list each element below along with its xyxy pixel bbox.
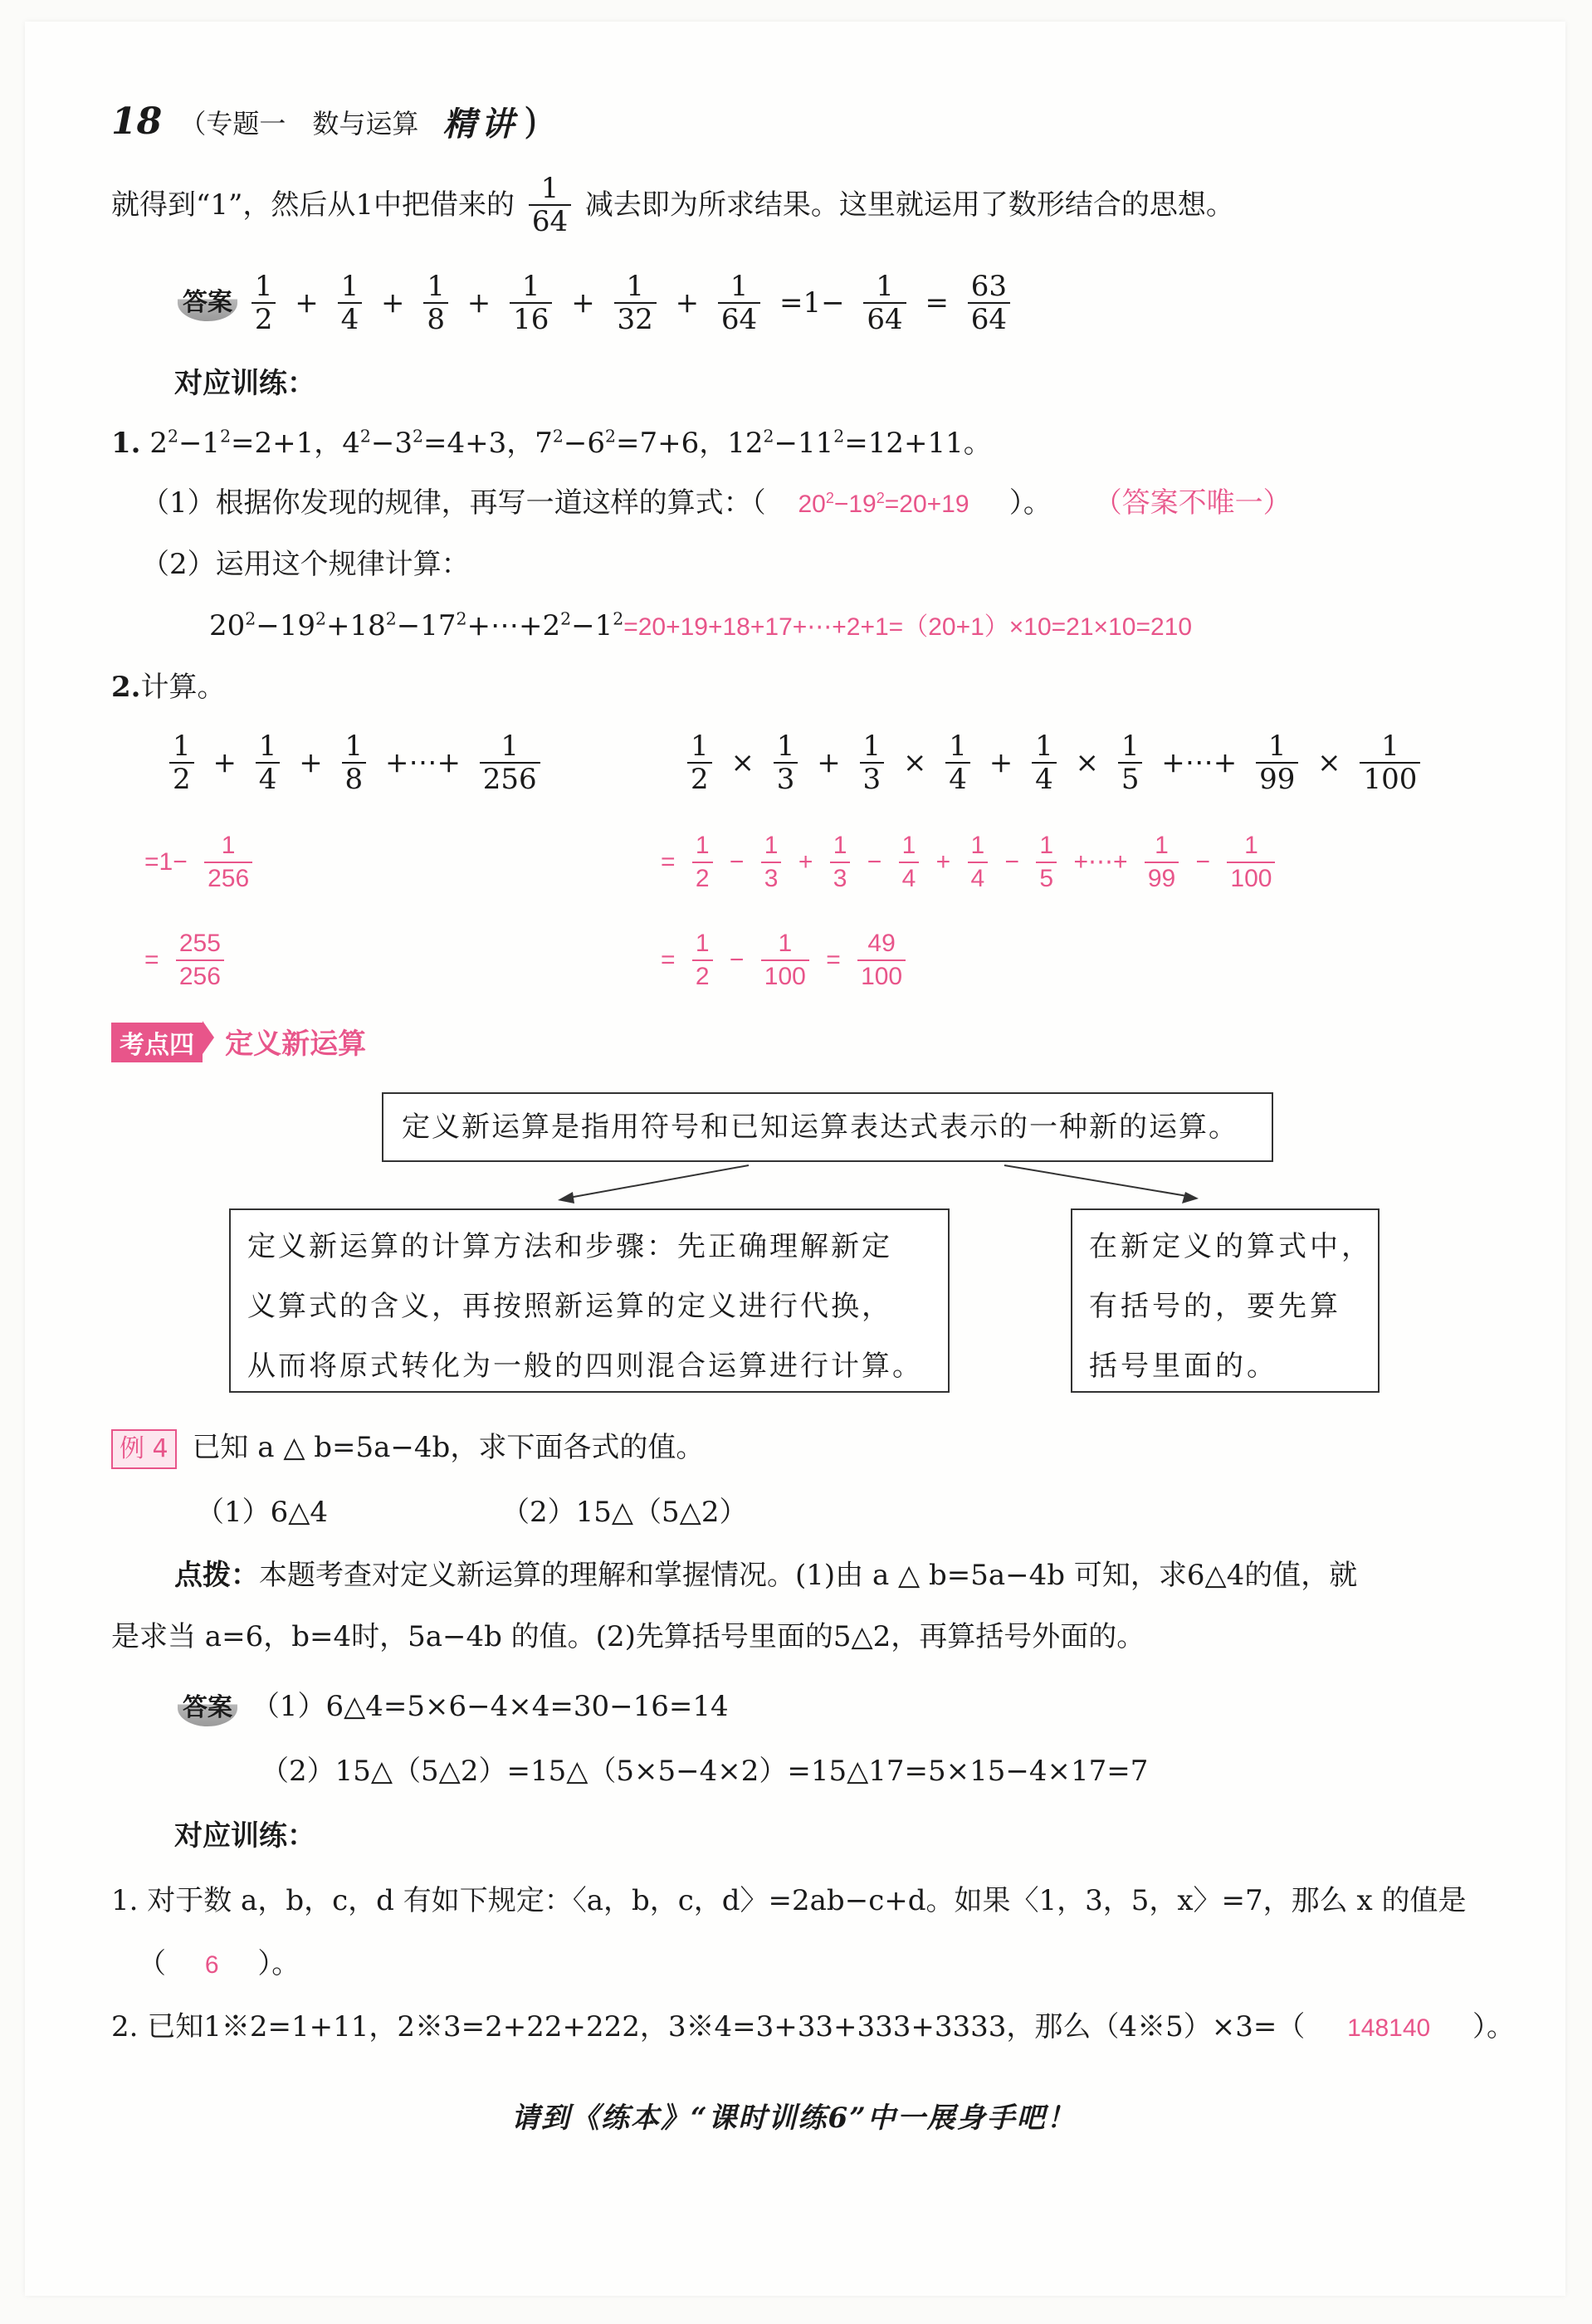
logo-text: 精讲 (442, 105, 520, 144)
page-number: 18 (111, 100, 163, 143)
sub1-note: （答案不唯一） (1093, 486, 1292, 520)
q2-right-step2: = $\frac{1}{2}$ − $\frac{1}{100}$ = $\frac{49}{100}$ (656, 928, 911, 993)
diagram-top-box: 定义新运算是指用符号和已知运算表达式表示的一种新的运算。 (382, 1092, 1273, 1162)
q2-answer: 148140 (1347, 2014, 1431, 2042)
intro-line: 就得到“1”，然后从1中把借来的 $\frac{1}{64}$ 减去即为所求结果。这里就运用了数形结合的思想。 (111, 172, 1234, 238)
kaodian-tag: 考点四 (111, 1023, 203, 1062)
training-2-q2: 2. 已知1※2=1+11，2※3=2+22+222，3※4=3+33+333+3333，那么（4※5）×3=（ 148140 ）。 (111, 2010, 1516, 2043)
arrow-left-head-icon (558, 1192, 574, 1204)
training-2-title: 对应训练： (174, 1819, 315, 1853)
answer-1: 答案 $\frac{1}{2}$ + $\frac{1}{4}$ + $\frac{1}{8}$ + $\frac{1}{16}$ + $\frac{1}{32}$ + $\frac{1}{64}$ =1− $\frac{1}{64}$ = $\frac{63}{64}$ (178, 271, 1015, 335)
training-1-q1-stem: 1. $2^2-1^2=2+1$，$4^2-3^2=4+3$，$7^2-6^2=7+6$，$12^2-11^2=12+11$。 (111, 426, 992, 460)
example-4-answer-2: （2）15△（5△2）=15△（5×5−4×2）=15△17=5×15−4×17=7 (261, 1755, 1149, 1788)
arrow-right-head-icon (1182, 1192, 1199, 1204)
example-4-stem: 例 4 已知 a △ b=5a−4b，求下面各式的值。 (111, 1429, 704, 1469)
training-1-q1-sub2-expr: $20^2-19^2+18^2-17^2+\cdots+2^2-1^2=20+19+18+17+\cdots+2+1=(20+1)\times 10=21\times 10=210$ (209, 608, 1193, 642)
q1-answer: 6 (204, 1951, 219, 1979)
diagram-left-box: 定义新运算的计算方法和步骤：先正确理解新定 义算式的含义，再按照新运算的定义进行代换， 从而将原式转化为一般的四则混合运算进行计算。 (229, 1208, 950, 1393)
training-2-q1-blank: （ 6 ）。 (138, 1947, 300, 1980)
arrow-right-line (1004, 1165, 1192, 1197)
answer-tag: 答案 (178, 285, 237, 321)
q2-left-expr: $\frac{1}{2}$ + $\frac{1}{4}$ + $\frac{1}{8}$ +⋯+ $\frac{1}{256}$ (164, 730, 545, 795)
q2-right-expr: $\frac{1}{2}$ × $\frac{1}{3}$ + $\frac{1}{3}$ × $\frac{1}{4}$ + $\frac{1}{4}$ × $\frac{1}{5}$ +⋯+ $\frac{1}{99}$ × $\frac{1}{100}$ (682, 730, 1425, 795)
diagram-right-box: 在新定义的算式中， 有括号的，要先算 括号里面的。 (1071, 1208, 1380, 1393)
training-1-q2-label: 2.计算。 (111, 671, 226, 704)
footer-note: 请到《练本》“课时训练6”中一展身手吧！ (511, 2102, 1077, 2135)
sub1-answer: $20^2-19^2=20+19$ (798, 490, 969, 518)
sub2-answer: =20+19+18+17+⋯+2+1=（20+1）×10=21×10=210 (623, 613, 1193, 641)
training-2-q1: 1. 对于数 a，b，c，d 有如下规定：〈a，b，c，d〉=2ab−c+d。如果〈1，3，5，x〉=7，那么 x 的值是 (111, 1884, 1467, 1917)
logo-bracket-icon: ) (523, 100, 538, 143)
kaodian-heading (111, 1021, 366, 1062)
intro-fraction: $\frac{1}{64}$ (529, 173, 571, 237)
arrow-left-line (564, 1165, 749, 1199)
page-header (111, 98, 538, 148)
example-4-answer-1: 答案 （1）6△4=5×6−4×4=30−16=14 (178, 1688, 729, 1726)
section-title: （专题一 数与运算 (179, 107, 419, 139)
training-1-title: 对应训练： (174, 367, 315, 400)
q2-left-step1: =1− $\frac{1}{256}$ (139, 830, 257, 895)
example-4-hint-2: 是求当 a=6，b=4时，5a−4b 的值。(2)先算括号里面的5△2，再算括号外面的。 (111, 1620, 1145, 1653)
q2-right-step1: = $\frac{1}{2}$ − $\frac{1}{3}$ + $\frac{1}{3}$ − $\frac{1}{4}$ + $\frac{1}{4}$ − $\frac{1}{5}$ +⋯+ $\frac{1}{99}$ − $\frac{1}{100}$ (656, 830, 1280, 895)
training-1-q1-sub1: （1）根据你发现的规律，再写一道这样的算式：（ $20^2-19^2=20+19$ ）。 （答案不唯一） (141, 486, 1292, 520)
example-4-q1: （1）6△4 (196, 1496, 329, 1529)
kaodian-arrow-icon (203, 1021, 214, 1054)
q2-left-step2: = $\frac{255}{256}$ (139, 928, 229, 993)
example-tag: 例 4 (111, 1429, 177, 1469)
example-4-q2: （2）15△（5△2） (501, 1496, 748, 1529)
example-4-hint-1: 点拨：本题考查对定义新运算的理解和掌握情况。(1)由 a △ b=5a−4b 可知，求6△4的值，就 (174, 1559, 1358, 1592)
training-1-q1-sub2: （2）运用这个规律计算： (141, 548, 470, 581)
kaodian-title: 定义新运算 (225, 1028, 367, 1061)
answer-tag: 答案 (178, 1690, 237, 1726)
